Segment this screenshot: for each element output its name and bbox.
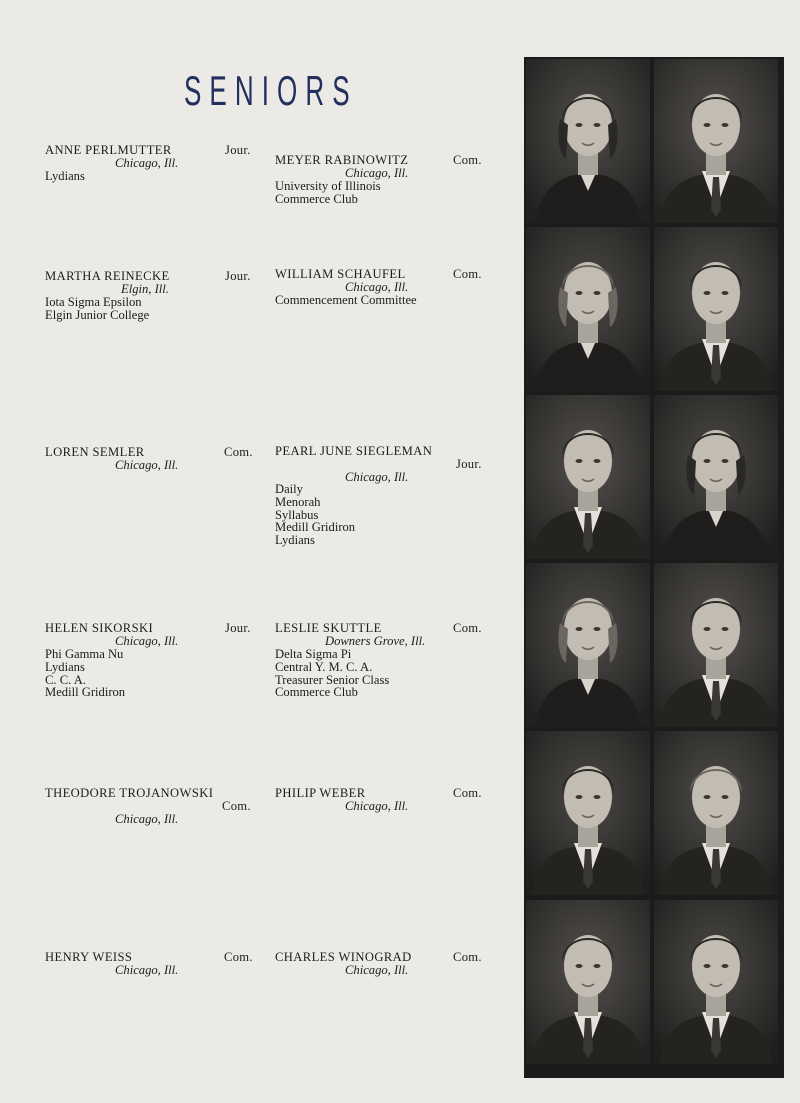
activity: Phi Gamma Nu [45,647,124,661]
senior-department: Jour. [225,269,251,283]
senior-name: MEYER RABINOWITZ [275,153,409,167]
portrait-photo [526,59,650,223]
activity: Medill Gridiron [45,685,126,700]
senior-name: PHILIP WEBER [275,786,366,800]
senior-activities [45,648,125,699]
senior-hometown: Chicago, Ill. [345,166,409,180]
senior-department: Com. [224,445,253,459]
portrait-photo [526,900,650,1064]
activity: Menorah [275,494,321,509]
senior-activities [275,294,417,307]
senior-department: Com. [222,799,251,813]
senior-department: Com. [453,786,482,800]
portrait-photo [654,563,778,727]
senior-name: PEARL JUNE SIEGLEMAN [275,444,433,458]
senior-department: Com. [453,267,482,281]
portrait-photo [654,731,778,895]
portrait-photo [526,395,650,559]
activity: Delta Sigma Pi [275,647,352,661]
senior-hometown: Chicago, Ill. [345,470,409,484]
senior-hometown: Chicago, Ill. [115,458,179,472]
activity: Elgin Junior College [45,307,150,322]
senior-name: LOREN SEMLER [45,445,145,459]
senior-department: Jour. [225,143,251,157]
senior-name: WILLIAM SCHAUFEL [275,267,406,281]
activity: Daily [275,482,303,496]
senior-activities [45,296,149,322]
activity: Lydians [45,659,85,674]
senior-department: Com. [453,950,482,964]
portrait-grid [524,57,784,1078]
portrait-photo [654,227,778,391]
activity: Lydians [275,533,315,548]
senior-hometown: Chicago, Ill. [345,799,409,813]
activity: C. C. A. [45,672,86,687]
portrait-photo [526,563,650,727]
senior-name: MARTHA REINECKE [45,269,170,283]
senior-activities [275,483,355,547]
senior-name: THEODORE TROJANOWSKI [45,786,214,800]
senior-hometown: Chicago, Ill. [115,963,179,977]
portrait-photo [654,59,778,223]
portrait-photo [654,395,778,559]
senior-name: LESLIE SKUTTLE [275,621,382,635]
activity: Commerce Club [275,191,358,206]
senior-hometown: Chicago, Ill. [115,634,179,648]
activity: Commerce Club [275,685,358,700]
senior-hometown: Chicago, Ill. [115,812,179,826]
senior-department: Com. [453,621,482,635]
senior-activities [275,648,389,699]
senior-hometown: Downers Grove, Ill. [325,634,426,648]
senior-hometown: Elgin, Ill. [121,282,169,296]
senior-name: HENRY WEISS [45,950,133,964]
senior-activities [275,180,381,206]
activity: Central Y. M. C. A. [275,659,373,674]
senior-activities [45,170,85,183]
activity: Lydians [45,169,85,183]
senior-department: Com. [453,153,482,167]
page-title: SENIORS [184,67,358,114]
senior-department: Jour. [456,457,482,471]
portrait-photo [654,900,778,1064]
senior-hometown: Chicago, Ill. [345,963,409,977]
activity: Commencement Committee [275,293,417,307]
activity: Treasurer Senior Class [275,672,390,687]
senior-name: ANNE PERLMUTTER [45,143,172,157]
senior-department: Jour. [225,621,251,635]
portrait-photo [526,227,650,391]
senior-department: Com. [224,950,253,964]
senior-name: HELEN SIKORSKI [45,621,154,635]
activity: Medill Gridiron [275,520,356,535]
activity: Syllabus [275,507,319,522]
activity: University of Illinois [275,179,381,193]
senior-hometown: Chicago, Ill. [345,280,409,294]
senior-name: CHARLES WINOGRAD [275,950,412,964]
activity: Iota Sigma Epsilon [45,295,142,309]
senior-hometown: Chicago, Ill. [115,156,179,170]
portrait-photo [526,731,650,895]
